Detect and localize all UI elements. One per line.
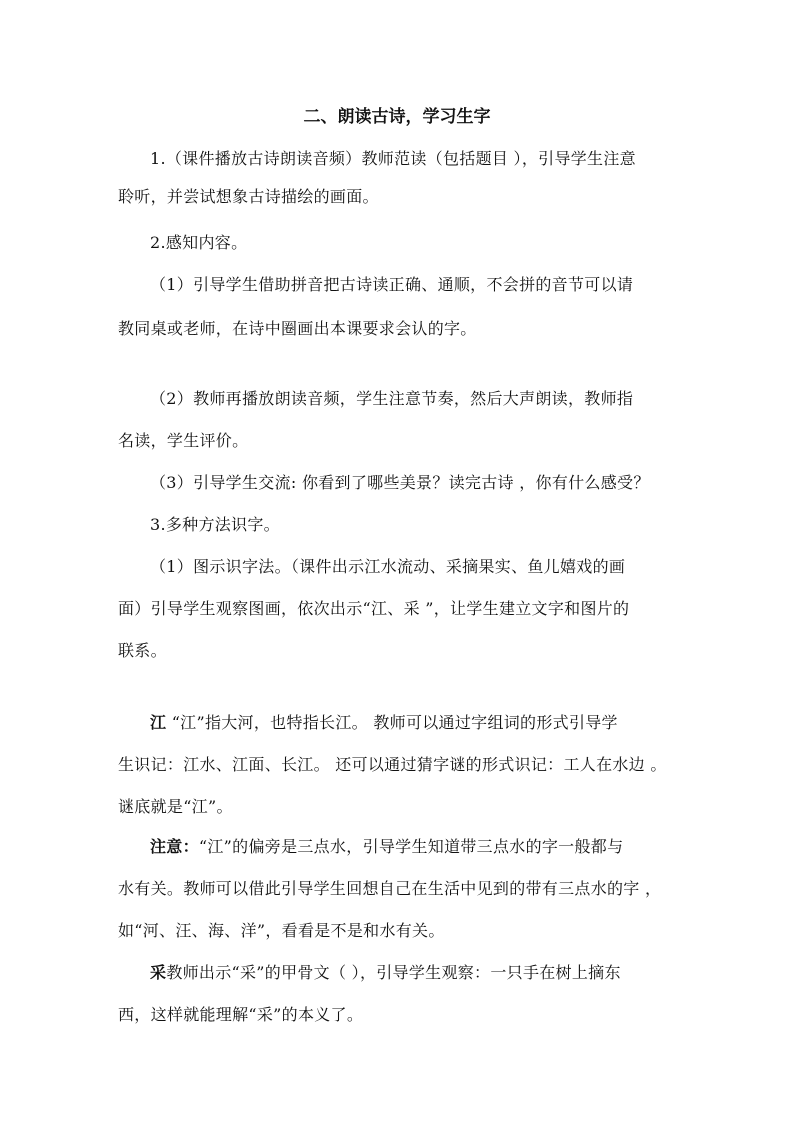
character-cai-heading: 采 bbox=[150, 963, 167, 982]
paragraph-9-line-1 bbox=[150, 834, 710, 860]
paragraph-10-line-2: 西，这样就能理解“采”的本义了。 bbox=[118, 1005, 364, 1024]
paragraph-9-line-1-text: “江”的偏旁是三点水，引导学生知道带三点水的字一般都与 bbox=[198, 837, 624, 856]
section-title: 二、朗读古诗，学习生字 bbox=[303, 107, 491, 127]
paragraph-7-line-3: 联系。 bbox=[118, 641, 167, 660]
paragraph-6: 3.多种方法识字。 bbox=[150, 515, 280, 534]
paragraph-4-line-2: 名读，学生评价。 bbox=[118, 431, 249, 450]
paragraph-9-line-2: 水有关。教师可以借此引导学生回想自己在生活中见到的带有三点水的字 ， bbox=[118, 879, 662, 898]
paragraph-7-line-1: （1）图示识字法。（课件出示江水流动、采摘果实、鱼儿嬉戏的画 bbox=[150, 557, 626, 576]
paragraph-10-line-1-text: 教师出示“采”的甲骨文（ ），引导学生观察：一只手在树上摘东 bbox=[166, 963, 621, 982]
paragraph-4-line-1: （2）教师再播放朗读音频，学生注意节奏，然后大声朗读，教师指 bbox=[150, 389, 634, 408]
note-label: 注意： bbox=[150, 837, 199, 856]
paragraph-1-line-2: 聆听，并尝试想象古诗描绘的画面。 bbox=[118, 187, 379, 206]
paragraph-8-line-1 bbox=[150, 710, 710, 736]
paragraph-5: （3）引导学生交流: 你看到了哪些美景？读完古诗 ，你有什么感受？ bbox=[150, 473, 650, 492]
paragraph-10-line-1 bbox=[150, 960, 710, 986]
paragraph-8-line-3: 谜底就是“江”。 bbox=[118, 797, 233, 816]
paragraph-8-line-2: 生识记：江水、江面、长江。 还可以通过猜字谜的形式识记：工人在水边 。 bbox=[118, 755, 667, 774]
paragraph-1-line-1: 1.（课件播放古诗朗读音频）教师范读（包括题目 ），引导学生注意 bbox=[150, 149, 636, 168]
paragraph-9-line-3: 如“河、汪、海、洋”，看看是不是和水有关。 bbox=[118, 921, 445, 940]
paragraph-3-line-2: 教同桌或老师，在诗中圈画出本课要求会认的字。 bbox=[118, 319, 477, 338]
paragraph-3-line-1: （1）引导学生借助拼音把古诗读正确、通顺，不会拼的音节可以请 bbox=[150, 275, 634, 294]
paragraph-7-line-2: 面）引导学生观察图画，依次出示“江、采 ”，让学生建立文字和图片的 bbox=[118, 599, 630, 618]
character-jiang-heading: 江 bbox=[150, 713, 167, 732]
paragraph-2: 2.感知内容。 bbox=[150, 233, 248, 252]
paragraph-8-line-1-text: “江”指大河，也特指长江。 教师可以通过字组词的形式引导学 bbox=[166, 713, 618, 732]
